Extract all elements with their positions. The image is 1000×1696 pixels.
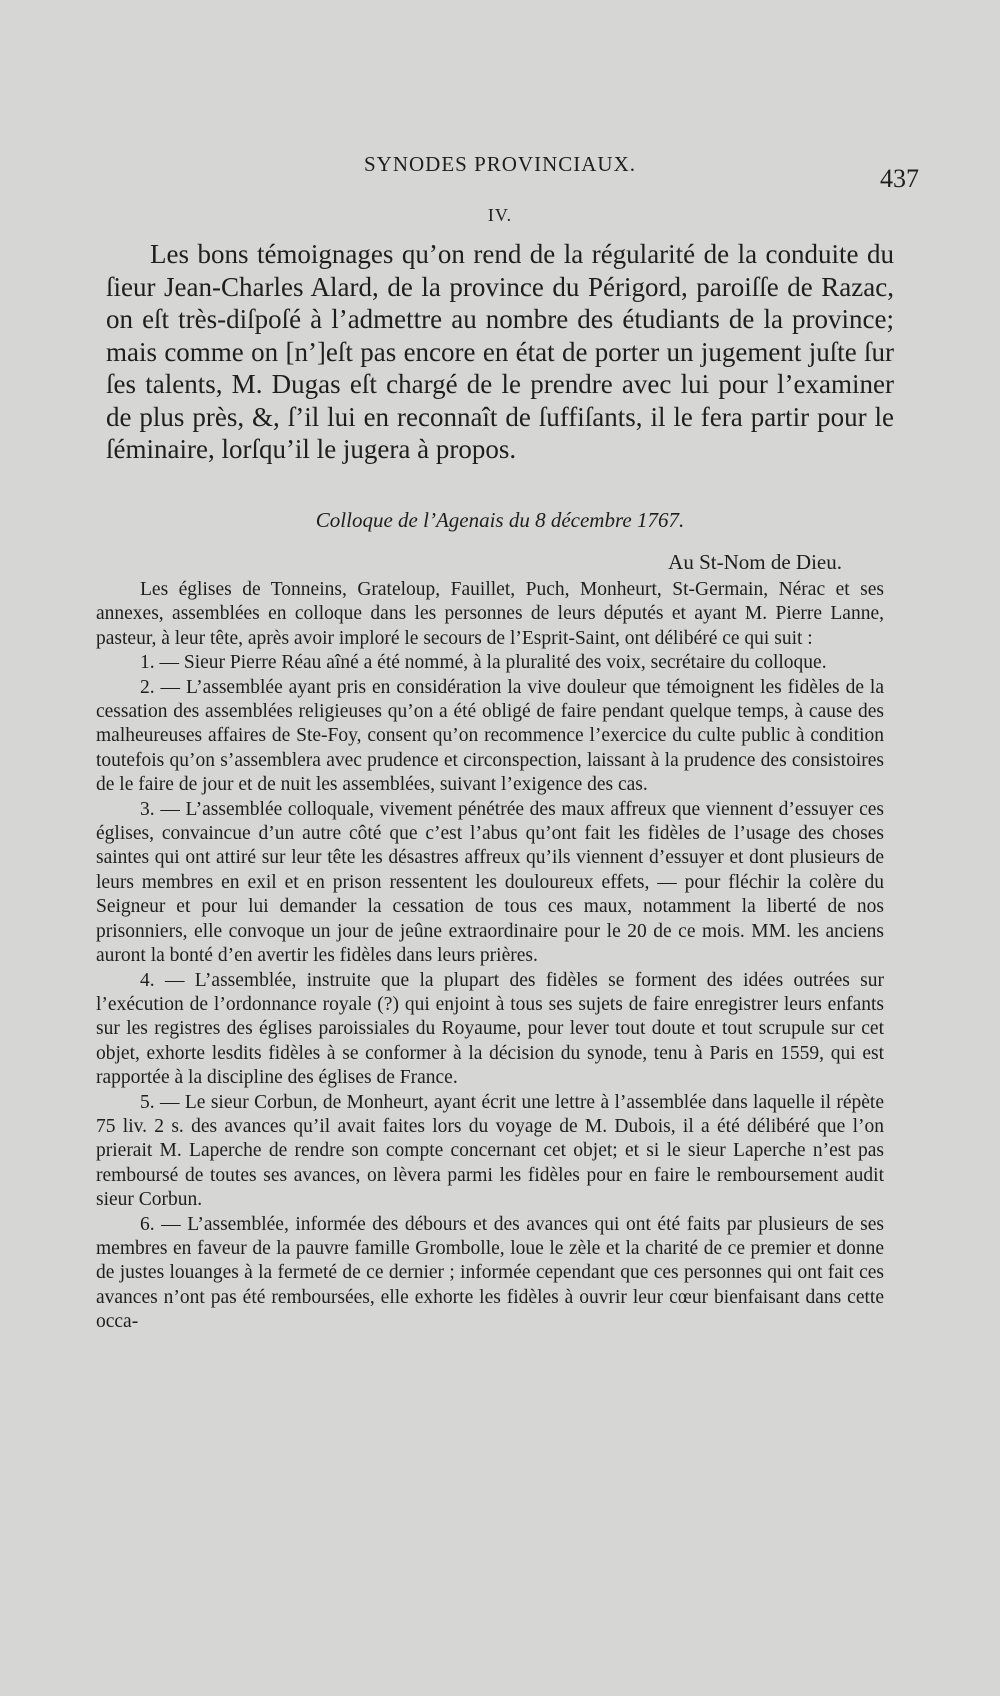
running-head: SYNODES PROVINCIAUX. xyxy=(363,152,637,176)
article-6: 6. — L’assemblée, informée des débours et des avances qui ont été faits par plusieurs de ses membres en faveur de la pauvre famille Grombolle, loue le zèle et la charité de ce premier et donne de justes louanges à la fermeté de ce dernier ; informée cependant que ces personnes qui ont fait ces avances n’ont pas été remboursées, elle exhorte les fidèles à ouvrir leur cœur bienfaisant dans cette occa- xyxy=(96,1213,884,1333)
colloque-title: Colloque de l’Agenais du 8 décembre 1767. xyxy=(315,508,685,532)
section-number: IV. xyxy=(487,205,513,225)
colloque-body xyxy=(96,578,884,1335)
article-1: 1. — Sieur Pierre Réau aîné a été nommé, à la pluralité des voix, secrétaire du colloque. xyxy=(140,652,827,674)
article-2: 2. — L’assemblée ayant pris en considération la vive douleur que témoignent les fidèles de la cessation des assemblées religieuses qu’on a été obligé de faire pendant quelque temps, à cause des malheureuses affaires de Ste-Foy, consent qu’on recommence l’exercice du culte public à condition toutefois qu’on s’assemblera avec prudence et circonspection, laissant à la prudence des consistoires de le faire de jour et de nuit les assemblées, suivant l’exigence des cas. xyxy=(96,676,884,796)
article-5: 5. — Le sieur Corbun, de Monheurt, ayant écrit une lettre à l’assemblée dans laquelle il répète 75 liv. 2 s. des avances qu’il avait faites lors du voyage de M. Dubois, il a été délibéré que l’on prierait M. Laperche de rendre son compte concernant cet objet; et si le sieur Laperche n’est pas remboursé de toutes ses avances, on lèvera parmi les fidèles pour en faire le remboursement audit sieur Corbun. xyxy=(96,1091,884,1211)
preamble-paragraph: Les églises de Tonneins, Grateloup, Fauillet, Puch, Monheurt, St-Germain, Nérac et ses annexes, assemblées en colloque dans les personnes de leurs députés et ayant M. Pierre Lanne, pasteur, à leur tête, après avoir imploré le secours de l’Esprit-Saint, ont délibéré ce qui suit : xyxy=(96,579,884,649)
page-number: 437 xyxy=(880,164,919,193)
intro-paragraph: Les bons témoignages qu’on rend de la régularité de la conduite du ſieur Jean-Charles Alard, de la province du Périgord, paroiſſe de Razac, on eſt très-diſpoſé à l’admettre au nombre des étudiants de la province; mais comme on [n’]eſt pas encore en état de porter un jugement juſte ſur ſes talents, M. Dugas eſt chargé de le prendre avec lui pour l’examiner de plus près, &, ſ’il lui en reconnaît de ſuffiſants, il le fera partir pour le ſéminaire, lorſqu’il le jugera à propos. xyxy=(106,239,894,464)
article-3: 3. — L’assemblée colloquale, vivement pénétrée des maux affreux que viennent d’essuyer ces églises, convaincue d’un autre côté que c’est l’abus qu’ont fait les fidèles de l’usage des choses saintes qui ont attiré sur leur tête les désastres affreux qu’ils viennent d’essuyer et dont plusieurs de leurs membres en exil et en prison ressentent les douloureux effets, — pour fléchir la colère du Seigneur et pour lui demander la cessation de tous ces maux, notamment la liberté de nos prisonniers, elle convoque un jour de jeûne extraordinaire pour le 20 de ce mois. MM. les anciens auront la bonté d’en avertir les fidèles dans leurs prières. xyxy=(96,798,884,967)
article-4: 4. — L’assemblée, instruite que la plupart des fidèles se forment des idées outrées sur l’exécution de l’ordonnance royale (?) qui enjoint à tous ses sujets de faire enregistrer leurs enfants sur les registres des églises paroissiales du Royaume, pour lever tout doute et tout scrupule sur cet objet, exhorte lesdits fidèles à se conformer à la décision du synode, tenu à Paris en 1559, qui est rapportée à la discipline des églises de France. xyxy=(96,969,884,1089)
invocation: Au St-Nom de Dieu. xyxy=(668,550,842,574)
